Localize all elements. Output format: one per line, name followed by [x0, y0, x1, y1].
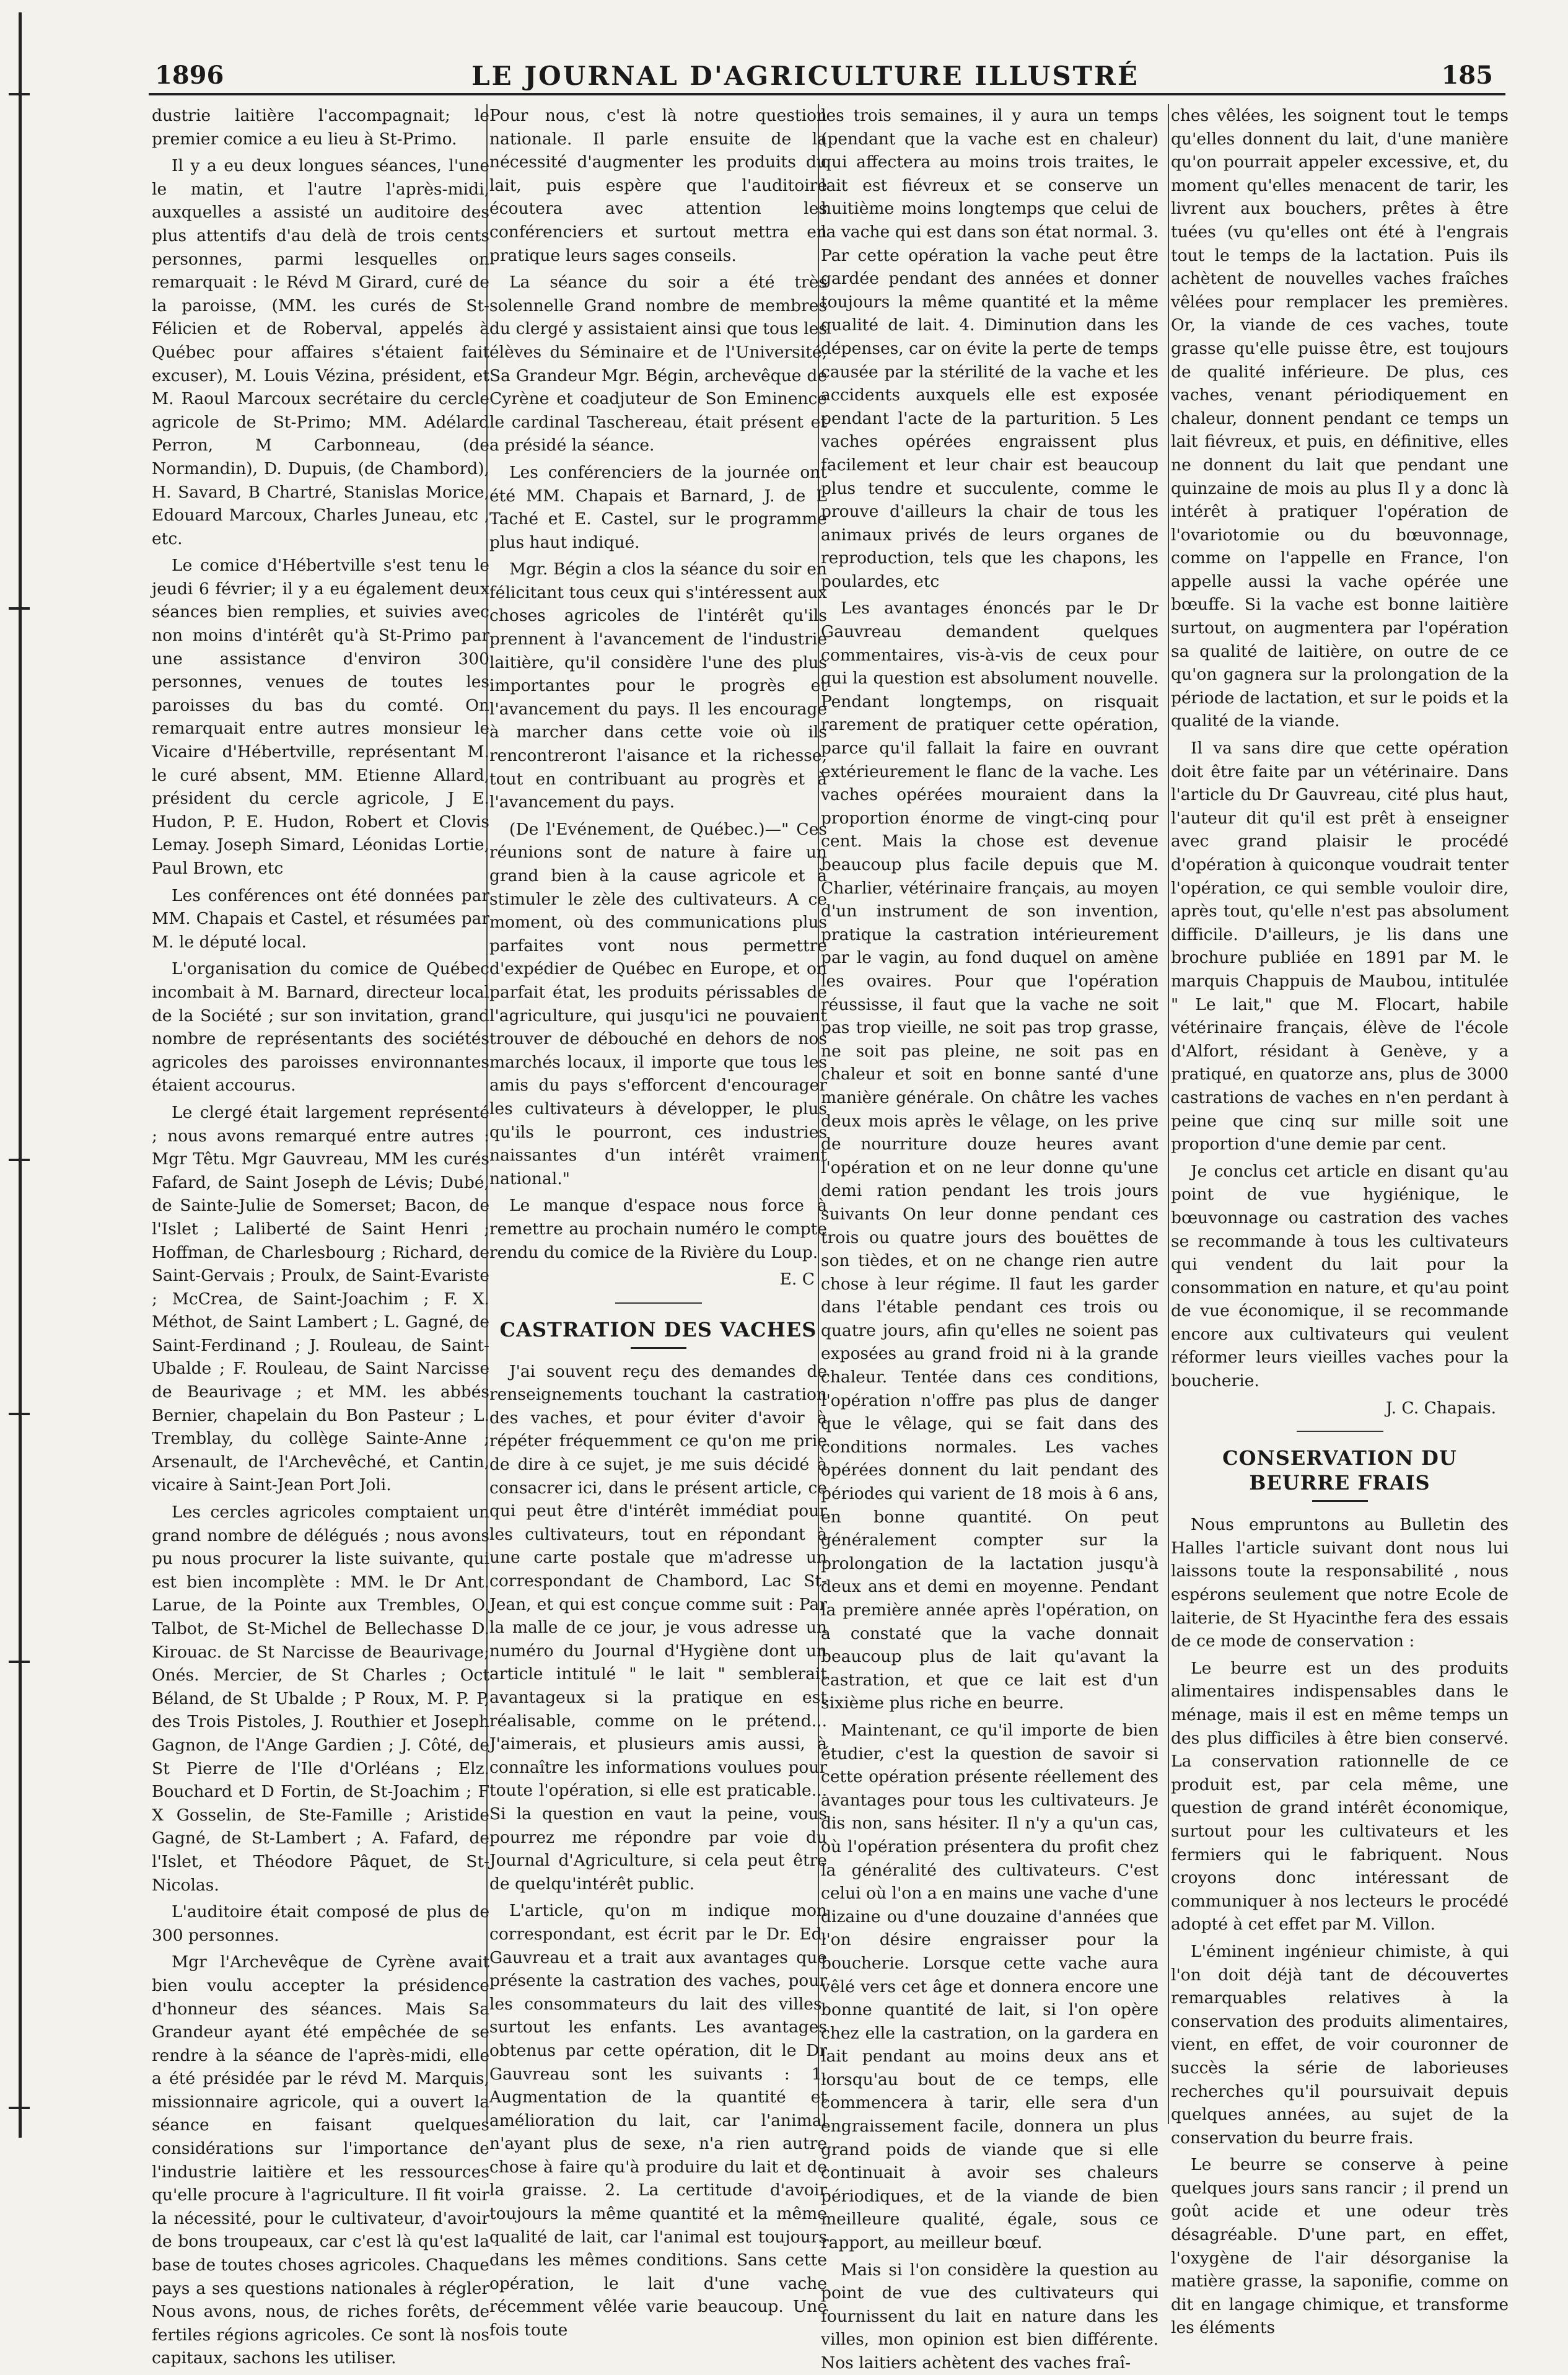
page-header: [62, 55, 1549, 98]
author-signature: J. C. Chapais.: [1386, 1398, 1496, 1418]
paragraph: Il y a eu deux longues séances, l'une le matin, et l'autre l'après-midi, auxquelles a assisté un auditoire des plus attentifs d'au delà de trois cents personnes, parmi lesquelles on remarquait : le Révd M Girard, curé de la paroisse, (MM. les curés de St-Félicien et de Roberval, appelés à Québec pour affaires s'étaient fait excuser), M. Louis Vézina, président, et M. Raoul Marcoux secrétaire du cercle agricole de St-Primo; MM. Adélard Perron, M Carbonneau, (de Normandin), D. Dupuis, (de Chambord), H. Savard, B Chartré, Stanislas Morice, Edouard Marcoux, Charles Juneau, etc , etc.: [152, 156, 489, 548]
section-heading-beurre: CONSERVATION DU BEURRE FRAIS: [1222, 1446, 1457, 1495]
paragraph: Mais si l'on considère la question au point de vue des cultivateurs qui fournissent du lait en nature dans les villes, mon opinion est bien différente. Nos laitiers achètent des vaches fraî-: [821, 2260, 1158, 2373]
paragraph: Maintenant, ce qu'il importe de bien étudier, c'est la question de savoir si cette opération présente réellement des avantages pour tous les cultivateurs. Je dis non, sans hésiter. Il n'y a qu'un cas, où l'opération présentera du profit chez la généralité des cultivateurs. C'est celui où l'on a en mains une vache d'une dizaine ou d'une douzaine d'années que l'on désire engraisser pour la boucherie. Lorsque cette vache aura vêlé vers cet âge et donnera encore une bonne quantité de lait, si l'on opère chez elle la castration, on la gardera en lait pendant au moins deux ans et lorsqu'au bout de ce temps, elle commencera à tarir, elle sera d'un engraissement facile, donnera un plus grand poids de viande que si elle continuait à avoir ses chaleurs périodiques, et de la viande de bien meilleure qualité, égale, sous ce rapport, au meilleur bœuf.: [821, 1720, 1158, 2253]
paragraph: Mgr. Bégin a clos la séance du soir en félicitant tous ceux qui s'intéressent aux choses agricoles de l'intérêt qu'ils prennent à l'avancement de l'industrie laitière, qu'il considère l'une des plus importantes pour le progrès et l'avancement du pays. Il les encourage à marcher dans cette voie où ils rencontreront l'aisance et la richesse, tout en contribuant au progrès et à l'avancement du pays.: [489, 560, 827, 812]
paragraph: J'ai souvent reçu des demandes de renseignements touchant la castration des vaches, et pour éviter d'avoir à répéter fréquemment ce qu'on me prie de dire à ce sujet, je me suis décidé à consacrer ici, dans le présent article, ce qui peut être d'intérêt immédiat pour les cultivateurs, tout en répondant à une carte postale que m'adresse un correspondant de Chambord, Lac St-Jean, et qui est conçue comme suit : Par la malle de ce jour, je vous adresse un numéro du Journal d'Hygiène dont un article intitulé " le lait " semblerait avantageux si la pratique en est réalisable, comme on le prétend... J'aimerais, et plusieurs amis aussi, à connaître les informations voulues pour toute l'opération, si elle est praticable... Si la question en vaut la peine, vous pourrez me répondre par voie du Journal d'Agriculture, si cela peut être de quelqu'intérêt public.: [489, 1361, 827, 1894]
section-separator: [615, 1302, 702, 1304]
margin-tick: [9, 607, 30, 610]
paragraph: ches vêlées, les soignent tout le temps qu'elles donnent du lait, d'une manière qu'on pourrait appeler excessive, et, du moment qu'elles menacent de tarir, les livrent aux bouchers, prêtes à être tuées (vu qu'elles ont été à l'engrais tout le temps de la lactation. Puis ils achètent de nouvelles vaches fraîches vêlées pour remplacer les premières. Or, la viande de ces vaches, toute grasse qu'elle puisse être, est toujours de qualité inférieure. De plus, ces vaches, venant périodiquement en chaleur, donnent pendant ce temps un lait fiévreux, et puis, en définitive, elles ne donnent du lait que pendant une quinzaine de mois au plus Il y a donc là intérêt à pratiquer l'opération de l'ovariotomie ou du bœuvonnage, comme on l'appelle en France, l'on appelle aussi la vache opérée une bœuffe. Si la vache est bonne laitière surtout, on augmentera par l'opération sa qualité de laitière, on outre de ce qu'on gagnera sur la prolongation de la période de lactation, et sur le poids et la qualité de la viande.: [1171, 106, 1509, 731]
paragraph: Le beurre est un des produits alimentaires indispensables dans le ménage, mais il est en même temps un des plus difficiles à être bien conservé. La conservation rationnelle de ce produit est, par cela même, une question de grand intérêt économique, surtout pour les cultivateurs et les fermiers qui le fabriquent. Nous croyons donc intéressant de communiquer à nos lecteurs le procédé adopté à cet effet par M. Villon.: [1171, 1658, 1509, 1934]
column-3: [821, 104, 1159, 2373]
column-2: [489, 104, 827, 2340]
margin-tick: [9, 1413, 30, 1415]
paragraph: dustrie laitière l'accompagnait; le premier comice a eu lieu à St-Primo.: [152, 106, 489, 149]
header-rule: [149, 93, 1505, 95]
paragraph: Il va sans dire que cette opération doit être faite par un vétérinaire. Dans l'article du Dr Gauvreau, cité plus haut, l'auteur dit qu'il est prêt à enseigner avec grand plaisir le procédé d'opération à quiconque voudrait tenter l'opération, ce qui semble vouloir dire, après tout, qu'elle n'est pas absolument difficile. D'ailleurs, je lis dans une brochure publiée en 1891 par M. le marquis Chappuis de Maubou, intitulée " Le lait," que M. Flocart, habile vétérinaire français, élève de l'école d'Alfort, résidant à Genève, y a pratiqué, en quatorze ans, plus de 3000 castrations de vaches en n'en perdant à peine que cinq sur mille soit une proportion d'une demie par cent.: [1171, 739, 1509, 1154]
paragraph: Le clergé était largement représenté ; nous avons remarqué entre autres : Mgr Têtu. Mgr Gauvreau, MM les curés Fafard, de Saint Joseph de Lévis; Dubé, de Sainte-Julie de Somerset; Bacon, de l'Islet ; Laliberté de Saint Henri ; Hoffman, de Charlesbourg ; Richard, de Saint-Gervais ; Proulx, de Saint-Evariste ; McCrea, de Saint-Joachim ; F. X. Méthot, de Saint Lambert ; L. Gagné, de Saint-Ferdinand ; J. Rouleau, de Saint-Ubalde ; F. Rouleau, de Saint Narcisse de Beaurivage ; et MM. les abbés Bernier, chapelain du Bon Pasteur ; L. Tremblay, du collège Sainte-Anne ; Arsenault, de l'Archevêché, et Cantin, vicaire à Saint-Jean Port Joli.: [152, 1102, 489, 1495]
header-year: 1896: [155, 61, 224, 90]
paragraph: L'auditoire était composé de plus de 300 personnes.: [152, 1902, 489, 1945]
column-rule: [1168, 104, 1169, 2124]
author-signature: E. C: [779, 1270, 815, 1289]
paragraph: les trois semaines, il y aura un temps (pendant que la vache est en chaleur) qui affectera au moins trois traites, le lait est fiévreux et se conserve un huitième moins longtemps que celui de la vache qui est dans son état normal. 3. Par cette opération la vache peut être gardée pendant des années et donner toujours la même quantité et la même qualité de lait. 4. Diminution dans les dépenses, car on évite la perte de temps causée par la stérilité de la vache et les accidents auxquels elle est exposée pendant l'acte de la parturition. 5 Les vaches opérées engraissent plus facilement et leur chair est beaucoup plus tendre et succulente, comme le prouve d'ailleurs la chair de tous les animaux privés de leurs organes de reproduction, tels que les chapons, les poulardes, etc: [821, 106, 1159, 591]
column-4: [1171, 104, 1509, 2338]
column-1: [152, 104, 489, 2368]
margin-tick: [9, 1159, 30, 1161]
margin-tick: [9, 93, 30, 95]
paragraph: Les avantages énoncés par le Dr Gauvreau demandent quelques commentaires, vis-à-vis de ceux pour qui la question est absolument nouvelle. Pendant longtemps, on risquait rarement de pratiquer cette opération, parce qu'il fallait la faire en ouvrant extérieurement le flanc de la vache. Les vaches opérées mouraient dans la proportion énorme de vingt-cinq pour cent. Mais la chose est devenue beaucoup plus facile depuis que M. Charlier, vétérinaire français, au moyen d'un instrument de son invention, pratique la castration intérieurement par le vagin, au fond duquel on amène les ovaires. Pour que l'opération réussisse, il faut que la vache ne soit pas trop vieille, ne soit pas trop grasse, ne soit pas pleine, ne soit pas en chaleur et soit en bonne santé d'une manière générale. On châtre les vaches deux mois après le vêlage, on les prive de nourriture douze heures avant l'opération et on ne leur donne qu'une demi ration pendant les trois jours suivants On leur donne pendant ces trois ou quatre jours des bouëttes de son tièdes, et on ne change rien autre chose à leur régime. Il faut les garder dans l'étable pendant ces trois ou quatre jours, afin qu'elles ne soient pas exposées au grand froid ni à la grande chaleur. Tentée dans ces conditions, l'opération n'offre pas plus de danger que le vêlage, qui se fait dans des conditions normales. Les vaches opérées donnent du lait pendant des périodes qui varient de 18 mois à 6 ans, en bonne quantité. On peut généralement compter sur la prolongation de la lactation jusqu'à deux ans et demi en moyenne. Pendant la première année après l'opération, on a constaté que la vache donnait beaucoup plus de lait qu'avant la castration, et que ce lait est d'un sixième plus riche en beurre.: [821, 599, 1158, 1713]
paragraph: L'organisation du comice de Québec incombait à M. Barnard, directeur local de la Société ; sur son invitation, grand nombre de représentants des sociétés agricoles des paroisses environnantes étaient accourus.: [152, 959, 489, 1095]
paragraph: Le beurre se conserve à peine quelques jours sans rancir ; il prend un goût acide et une odeur très désagréable. D'une part, en effet, l'oxygène de l'air désorganise la matière grasse, la saponifie, comme on dit en langage chimique, et transforme les éléments: [1171, 2155, 1509, 2338]
paragraph: Je conclus cet article en disant qu'au point de vue hygiénique, le bœuvonnage ou castration des vaches se recommande à tous les cultivateurs qui vendent du lait pour la consommation en nature, et qu'au point de vue économique, il se recommande encore aux cultivateurs qui veulent réformer leurs vieilles vaches pour la boucherie.: [1171, 1161, 1509, 1391]
paragraph: (De l'Evénement, de Québec.)—" Ces réunions sont de nature à faire un grand bien à la cause agricole et à stimuler le zèle des cultivateurs. A ce moment, où des communications plus parfaites vont nous permettre d'expédier de Québec en Europe, et on parfait état, les produits périssables de l'agriculture, qui jusqu'ici ne pouvaient trouver de débouché en dehors de nos marchés locaux, il importe que tous les amis du pays s'efforcent d'encourager les cultivateurs à développer, le plus qu'ils le pourront, ces industries naissantes d'un intérêt vraiment national.": [489, 819, 827, 1188]
journal-title: LE JOURNAL D'AGRICULTURE ILLUSTRÉ: [471, 61, 1139, 91]
section-heading-castration: CASTRATION DES VACHES: [499, 1317, 817, 1341]
paragraph: Mgr l'Archevêque de Cyrène avait bien voulu accepter la présidence d'honneur des séances. Mais Sa Grandeur ayant été empêchée de se rendre à la séance de l'après-midi, elle a été présidée par le révd M. Marquis, missionnaire agricole, qui a ouvert la séance en faisant quelques considérations sur l'importance de l'industrie laitière et les ressources qu'elle procure à l'agriculture. Il fit voir la nécessité, pour le cultivateur, d'avoir de bons troupeaux, car c'est là qu'est la base de toutes choses agricoles. Chaque pays a ses questions nationales à régler Nous avons, nous, de riches forêts, de fertiles régions agricoles. Ce sont là nos capitaux, sachons les utiliser.: [152, 1952, 489, 2368]
margin-tick: [9, 2107, 30, 2109]
margin-tick: [9, 1661, 30, 1663]
paragraph: La séance du soir a été très solennelle Grand nombre de membres du clergé y assistaient ainsi que tous les élèves du Séminaire et de l'Université, Sa Grandeur Mgr. Bégin, archevêque de Cyrène et coadjuteur de Son Eminence le cardinal Taschereau, était présent et a présidé la séance.: [489, 273, 827, 455]
paragraph: Les conférences ont été données par MM. Chapais et Castel, et résumées par M. le député local.: [152, 885, 489, 952]
paragraph: Le manque d'espace nous force à remettre au prochain numéro le compte rendu du comice de la Rivière du Loup.: [489, 1196, 827, 1262]
page-number: 185: [1441, 61, 1493, 90]
paragraph: Le comice d'Hébertville s'est tenu le jeudi 6 février; il y a eu également deux séances bien remplies, et suivies avec non moins d'intérêt qu'à St-Primo par une assistance d'environ 300 personnes, venues de toutes les paroisses du bas du comté. On remarquait entre autres monsieur le Vicaire d'Hébertville, représentant M. le curé absent, MM. Etienne Allard, président du cercle agricole, J E. Hudon, P. E. Hudon, Robert et Clovis Lemay. Joseph Simard, Léonidas Lortie, Paul Brown, etc: [152, 556, 489, 878]
paragraph: Les cercles agricoles comptaient un grand nombre de délégués ; nous avons pu nous procurer la liste suivante, qui est bien incomplète : MM. le Dr Ant. Larue, de la Pointe aux Trembles, O. Talbot, de St-Michel de Bellechasse D. Kirouac. de St Narcisse de Beaurivage; Onés. Mercier, de St Charles ; Oct Béland, de St Ubalde ; P Roux, M. P. P, des Trois Pistoles, J. Routhier et Joseph Gagnon, de l'Ange Gardien ; J. Côté, de St Pierre de l'Ile d'Orléans ; Elz. Bouchard et D Fortin, de St-Joachim ; F X Gosselin, de Ste-Famille ; Aristide Gagné, de St-Lambert ; A. Fafard, de l'Islet, et Théodore Pâquet, de St-Nicolas.: [152, 1503, 489, 1895]
paragraph: Pour nous, c'est là notre question nationale. Il parle ensuite de la nécessité d'augmenter les produits du lait, puis espère que l'auditoire écoutera avec attention les conférenciers et surtout mettra en pratique leurs sages conseils.: [489, 106, 827, 265]
paragraph: Nous empruntons au Bulletin des Halles l'article suivant dont nous lui laissons toute la responsabilité , nous espérons seulement que notre Ecole de laiterie, de St Hyacinthe fera des essais de ce mode de conservation :: [1171, 1515, 1509, 1651]
heading-rule: [1312, 1500, 1368, 1502]
heading-rule: [631, 1347, 686, 1349]
section-separator: [1297, 1431, 1383, 1432]
paragraph: Les conférenciers de la journée ont été MM. Chapais et Barnard, J. de L Taché et E. Castel, sur le programme plus haut indiqué.: [489, 462, 827, 552]
paragraph: L'article, qu'on m indique mon correspondant, est écrit par le Dr. Ed. Gauvreau et a trait aux avantages que présente la castration des vaches, pour les consommateurs du lait des villes, surtout les enfants. Les avantages obtenus par cette opération, dit le Dr Gauvreau sont les suivants : 1. Augmentation de la quantité et amélioration du lait, car l'animal n'ayant plus de sexe, n'a rien autre chose à faire qu'à produire du lait et de la graisse. 2. La certitude d'avoir toujours la même quantité et la même qualité de lait, car l'animal est toujours dans les mêmes conditions. Sans cette opération, le lait d'une vache récemment vêlée varie beaucoup. Une fois toute: [489, 1901, 827, 2340]
paragraph: L'éminent ingénieur chimiste, à qui l'on doit déjà tant de découvertes remarquables relatives à la conservation des produits alimentaires, vient, en effet, de voir couronner de succès la série de laborieuses recherches qu'il poursuivait depuis quelques années, au sujet de la conservation du beurre frais.: [1171, 1941, 1509, 2148]
binding-edge-rule: [19, 12, 22, 2138]
